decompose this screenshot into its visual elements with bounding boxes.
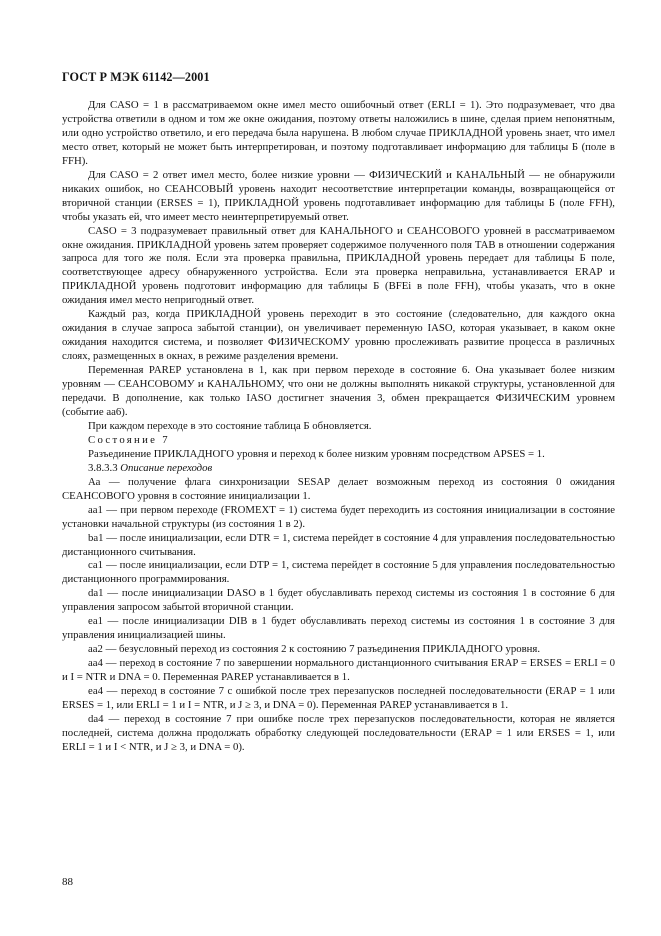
paragraph: При каждом переходе в это состояние таблица Б обновляется. [88, 419, 372, 432]
transition-item: са1 — после инициализации, если DTP = 1, система перейдет в состояние 5 для управления последовательностью дистанционного программирования. [62, 559, 615, 586]
section-heading [62, 462, 615, 476]
transition-item: аа2 — безусловный переход из состояния 2 к состоянию 7 разъединения ПРИКЛАДНОГО уровня. [88, 643, 541, 656]
paragraph: Для CASO = 2 ответ имел место, более низкие уровни — ФИЗИЧЕСКИЙ и КАНАЛЬНЫЙ — не обнаружили никаких ошибок, но СЕАНСОВЫЙ уровень находит несоответствие интерпретации команды, возвращающейся от вторичной станции (ERSES = 1), ПРИКЛАДНОЙ уровень подготавливает информацию для таблицы Б (поле FFH), чтобы указать ей, что имеет место неинтерпретируемый ответ. [62, 168, 615, 223]
page-number: 88 [62, 876, 73, 888]
transition-item: Аа — получение флага синхронизации SESAP делает возможным переход из состояния 0 ожидания СЕАНСОВОГО уровня в состояние инициализации 1. [62, 475, 615, 502]
transition-item: dа1 — после инициализации DASO в 1 будет обуславливать переход системы из состояния 1 в состояние 6 для управления запросом забытой вторичной станции. [62, 587, 615, 614]
section-number: 3.8.3.3 [88, 461, 118, 474]
state-description: Разъединение ПРИКЛАДНОГО уровня и переход к более низким уровням посредством APSES = 1. [88, 447, 545, 460]
transition-item: еа4 — переход в состояние 7 с ошибкой после трех перезапусков последней последовательности (ERAP = 1 или ERSES = 1, или ERLI = 1 и I = NTR, и J ≥ 3, и DNA = 0). Переменная PAREP устанавливается в 1. [62, 685, 615, 711]
paragraph: Для CASO = 1 в рассматриваемом окне имел место ошибочный ответ (ERLI = 1). Это подразумевает, что два устройства ответили в одном и том же окне ожидания, поэтому ответы наложились в шине, сделая прием непонятным, или одно устройство ответило, и его передача была нарушена. В любом случае ПРИКЛАДНОЙ уровень знает, что имел место ответ, который не может быть интерпретирован, и поэтому подготавливает информацию для таблицы Б (поле в FFH). [62, 99, 615, 167]
section-title: Описание переходов [120, 461, 213, 474]
state-heading: Состояние 7 [88, 433, 170, 446]
document-header: ГОСТ Р МЭК 61142—2001 [62, 70, 210, 84]
paragraph: Каждый раз, когда ПРИКЛАДНОЙ уровень переходит в это состояние (следовательно, для каждого окна ожидания в случае запроса забытой станции), он увеличивает переменную IASO, которая указывает, в каком окне ожидания находится система, и позволяет ФИЗИЧЕСКОМУ уровню прослеживать развитие процесса в различных слоях, размещенных в окнах, в режиме разделения времени. [62, 308, 615, 363]
transition-item: bа1 — после инициализации, если DTR = 1, система перейдет в состояние 4 для управления последовательностью дистанционного считывания. [62, 531, 615, 558]
paragraph: Переменная PAREP установлена в 1, как при первом переходе в состояние 6. Она указывает более низким уровням — СЕАНСОВОМУ и КАНАЛЬНОМУ, что они не должны выполнять никакой структуры, установленной для передачи. В дополнение, как только IASO достигнет значения 3, обмен прекращается ФИЗИЧЕСКИМ уровнем (событие аа6). [62, 364, 615, 418]
transition-item: аа1 — при первом переходе (FROMEXT = 1) система будет переходить из состояния инициализации в состояние установки начальной структуры (из состояния 1 в 2). [62, 503, 615, 530]
paragraph: CASO = 3 подразумевает правильный ответ для КАНАЛЬНОГО и СЕАНСОВОГО уровней в рассматриваемом окне ожидания. ПРИКЛАДНОЙ уровень затем проверяет содержимое полученного поля TAB в отношении содержания запроса для того же поля. Если эта проверка правильна, ПРИКЛАДНОЙ уровень передает для таблицы Б поле, соответствующее адресу обнаруженного устройства. Если эта проверка неправильна, устанавливается ERAP и ПРИКЛАДНОЙ уровень подготовит информацию для таблицы Б (BFEi в поле FFH), чтобы указать, что в окне ожидания имел место непригодный ответ. [62, 224, 615, 307]
transition-item: еа1 — после инициализации DIB в 1 будет обуславливать переход системы из состояния 1 в состояние 3 для управления инициализацией шины. [62, 615, 615, 642]
transition-item: аа4 — переход в состояние 7 по завершении нормального дистанционного считывания ERAP = ERSES = ERLI = 0 и I = NTR и DNA = 0. Переменная PAREP устанавливается в 1. [62, 657, 615, 684]
document-body [62, 99, 615, 755]
transition-item: dа4 — переход в состояние 7 при ошибке после трех перезапусков последовательности, которая не является последней, система должна продолжать обработку следующей последовательности (ERAP = 1 или ERSES = 1, или ERLI = 1 и I < NTR, и J ≥ 3, и DNA = 0). [62, 712, 615, 753]
